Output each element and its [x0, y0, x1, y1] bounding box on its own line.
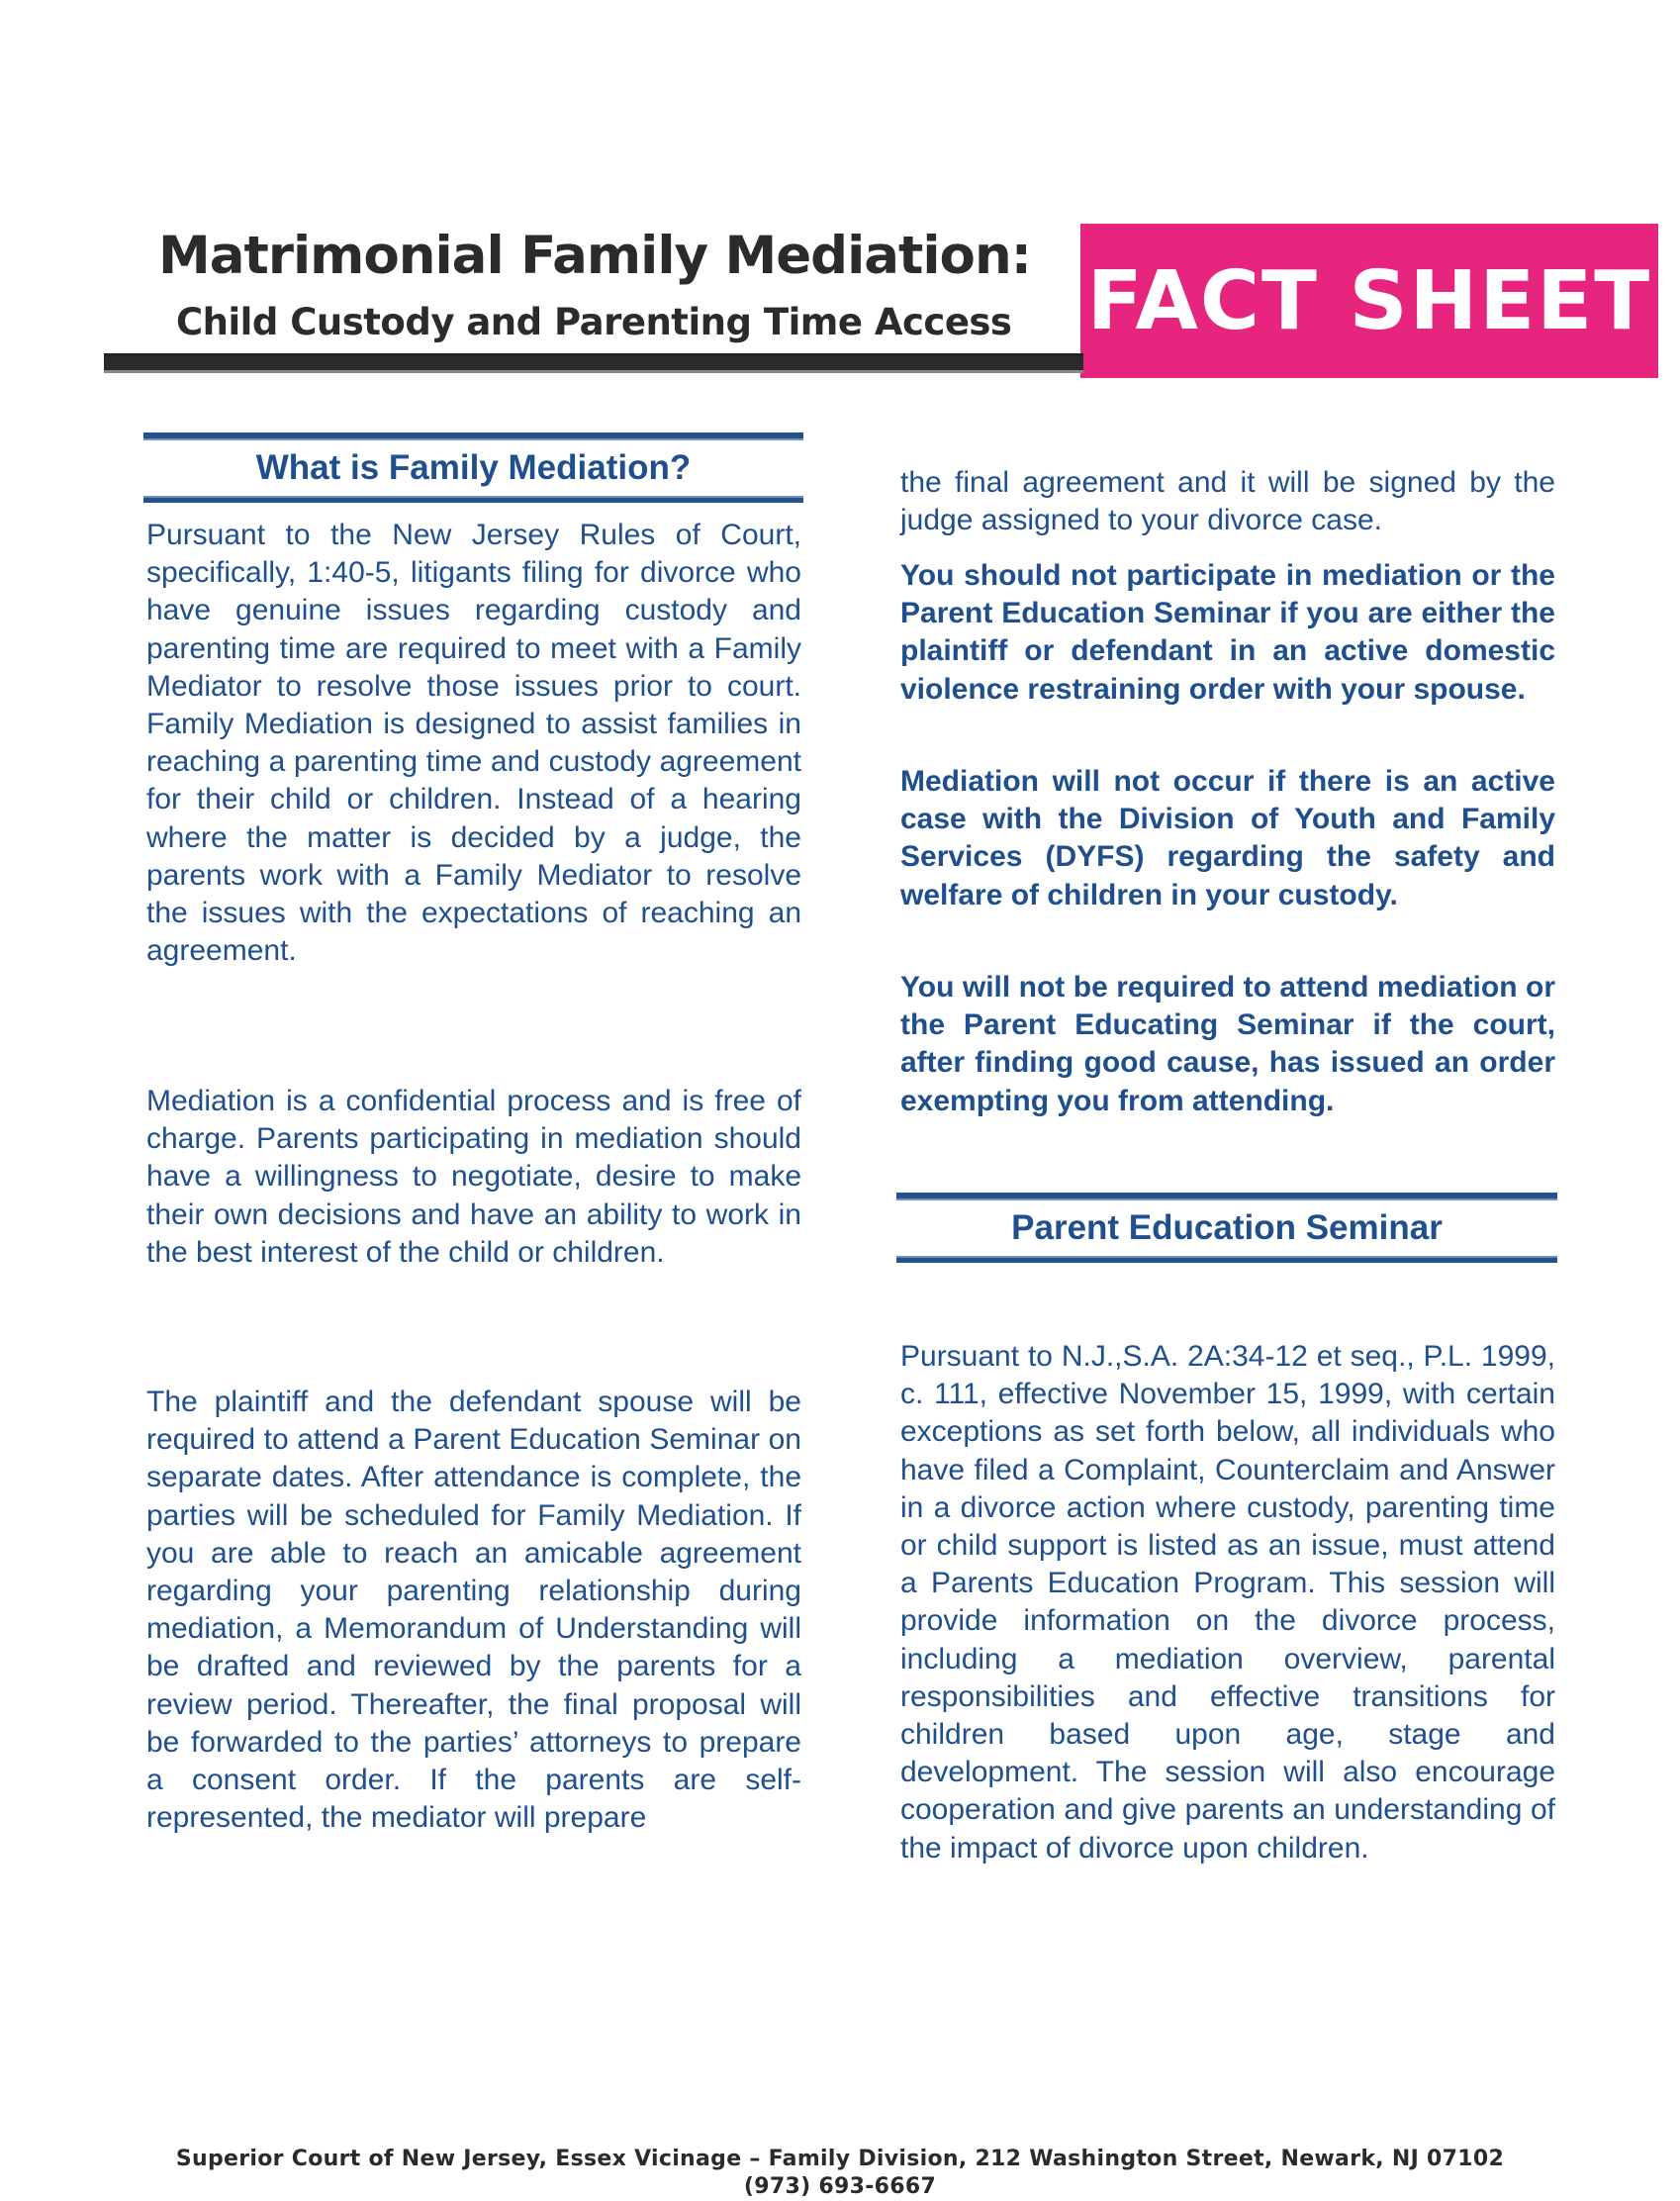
document-subtitle: Child Custody and Parenting Time Access: [176, 301, 1012, 343]
notice-exemption: You will not be required to attend mediation or the Parent Educating Seminar if the court, after finding good cause, has issued an order exempting you from attending.: [900, 971, 1555, 1117]
notice-domestic-violence: You should not participate in mediation or the Parent Education Seminar if you are either the plaintiff or defendant in an active domestic violence restraining order with your spouse.: [900, 559, 1555, 706]
footer-address: Superior Court of New Jersey, Essex Vicinage – Family Division, 212 Washington Street, Newark, NJ 07102: [175, 2147, 1505, 2171]
paragraph-confidential-process: Mediation is a confidential process and is free of charge. Parents participating in mediation should have a willingness to negotiate, desire to make their own decisions and have an ability to work in the best interest of the child or children.: [146, 1085, 801, 1269]
section-rule-bottom: [896, 1256, 1557, 1263]
paragraph-seminar-and-mediation: The plaintiff and the defendant spouse will be required to attend a Parent Education Seminar on separate dates. After attendance is complete, the parties will be scheduled for Family Mediation. If you are able to reach an amicable agreement regarding your parenting relationship during mediation, a Memorandum of Understanding will be drafted and reviewed by the parents for a review period. Thereafter, the final proposal will be forwarded to the parties’ attorneys to prepare a consent order. If the parents are self-represented, the mediator will prepare: [146, 1386, 801, 1835]
header-divider: [104, 353, 1083, 370]
section-rule-top: [143, 432, 803, 440]
footer: [59, 2146, 1621, 2201]
fact-sheet-badge: FACT SHEET: [1080, 224, 1658, 378]
paragraph-parent-education-seminar: Pursuant to N.J.,S.A. 2A:34-12 et seq., P.L. 1999, c. 111, effective November 15, 1999, with certain exceptions as set forth below, all individuals who have filed a Complaint, Counterclaim and Answer in a divorce action where custody, parenting time or child support is listed as an issue, must attend a Parents Education Program. This session will provide information on the divorce process, including a mediation overview, parental responsibilities and effective transitions for children based upon age, stage and development. The session will also encourage cooperation and give parents an understanding of the impact of divorce upon children.: [900, 1340, 1555, 1865]
document-title: Matrimonial Family Mediation:: [158, 226, 1031, 286]
footer-phone: (973) 693-6667: [743, 2174, 937, 2199]
paragraph-final-agreement: the final agreement and it will be signed by the judge assigned to your divorce case.: [900, 466, 1555, 537]
section-title: Parent Education Seminar: [1011, 1208, 1443, 1247]
section-title: What is Family Mediation?: [255, 448, 692, 487]
notice-dyfs-case: Mediation will not occur if there is an active case with the Division of Youth and Family Services (DYFS) regarding the safety and welfare of children in your custody.: [900, 765, 1555, 911]
section-header-family-mediation: [143, 432, 803, 503]
section-rule-top: [896, 1193, 1557, 1200]
section-header-parent-education: [896, 1193, 1557, 1263]
paragraph-mediation-overview: Pursuant to the New Jersey Rules of Court, specifically, 1:40-5, litigants filing for divorce who have genuine issues regarding custody and parenting time are required to meet with a Family Mediator to resolve those issues prior to court. Family Mediation is designed to assist families in reaching a parenting time and custody agreement for their child or children. Instead of a hearing where the matter is decided by a judge, the parents work with a Family Mediator to resolve the issues with the expectations of reaching an agreement.: [146, 519, 801, 968]
section-rule-bottom: [143, 496, 803, 503]
